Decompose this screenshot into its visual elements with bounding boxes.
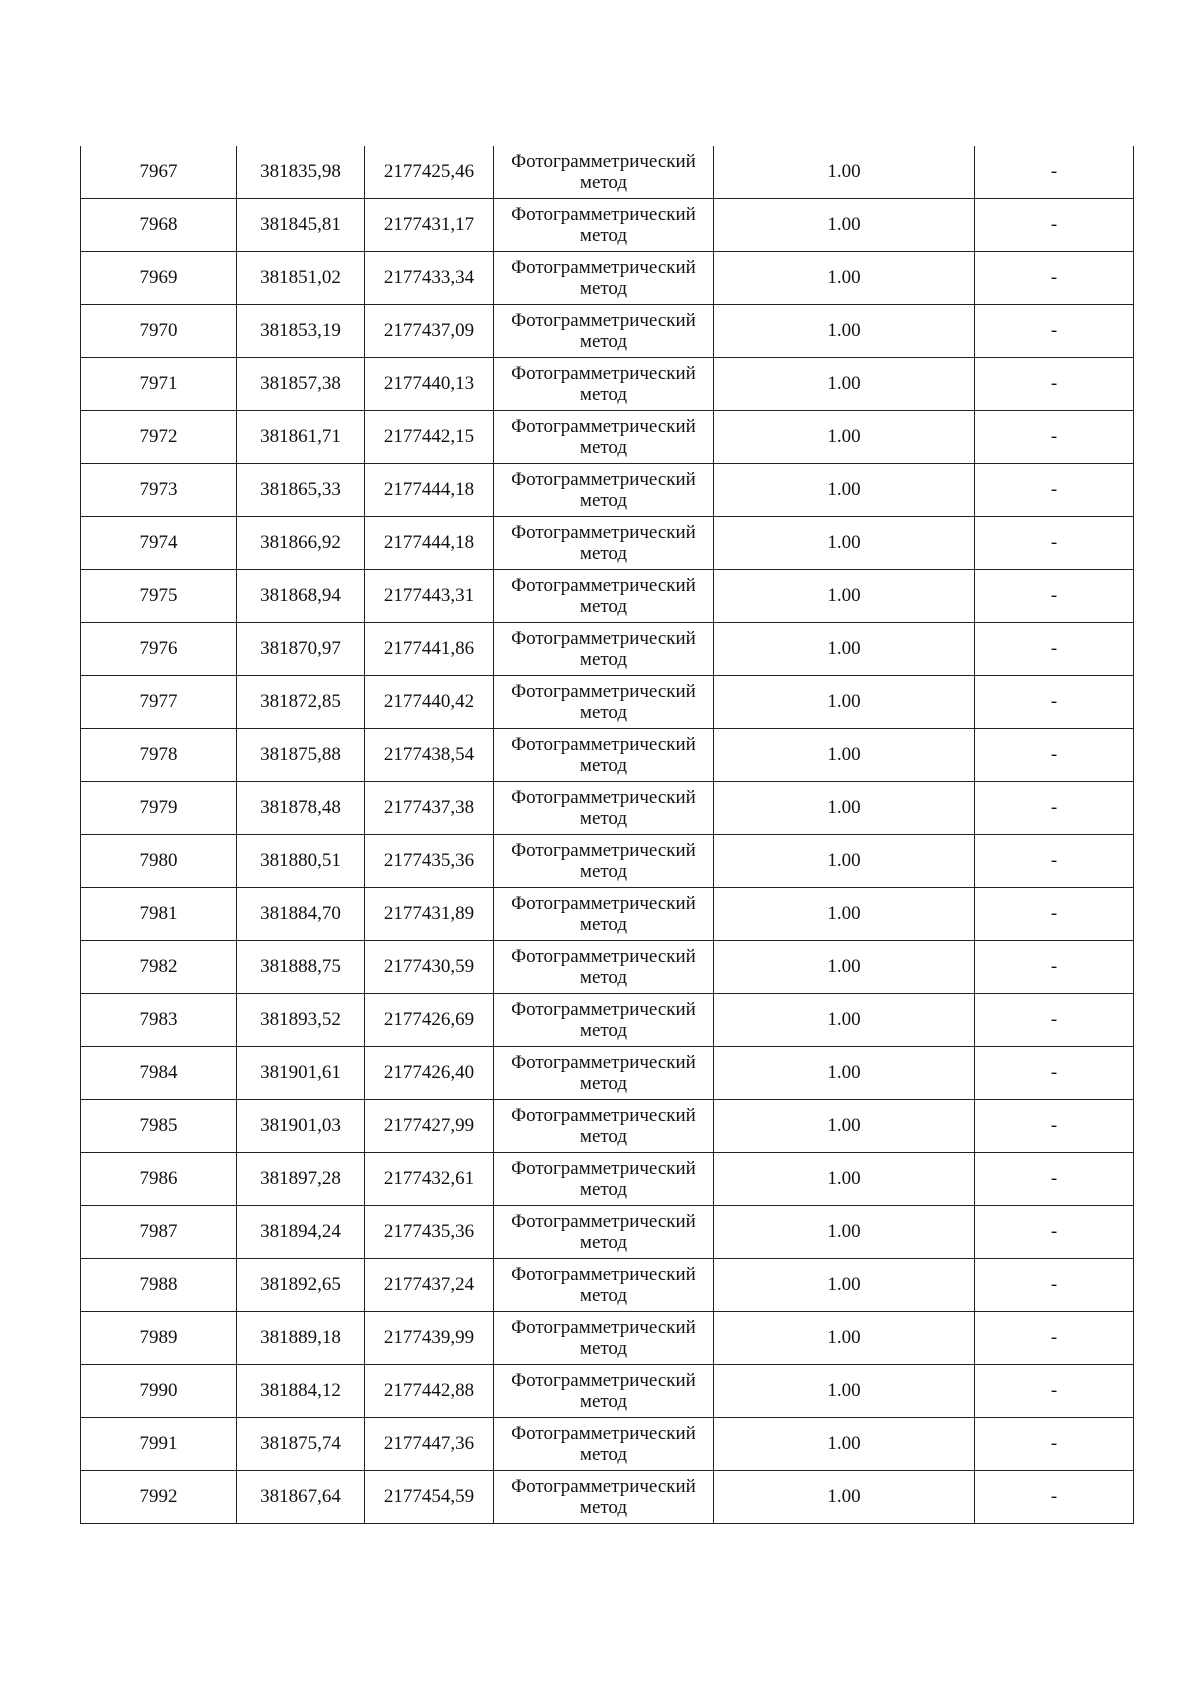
x-coordinate-cell: 381866,92 [237,517,365,570]
note-cell: - [975,1471,1134,1524]
x-coordinate-cell: 381853,19 [237,305,365,358]
method-line-2: метод [579,490,628,511]
point-number-cell: 7975 [81,570,237,623]
method-line-2: метод [579,1444,628,1465]
point-number-cell: 7983 [81,994,237,1047]
y-coordinate-cell: 2177426,40 [365,1047,494,1100]
method-cell [494,623,714,676]
y-coordinate-cell: 2177447,36 [365,1418,494,1471]
method-line-2: метод [579,225,628,246]
x-coordinate-cell: 381857,38 [237,358,365,411]
accuracy-cell: 1.00 [714,358,975,411]
note-cell: - [975,358,1134,411]
point-number-cell: 7987 [81,1206,237,1259]
x-coordinate-cell: 381861,71 [237,411,365,464]
accuracy-cell: 1.00 [714,1365,975,1418]
method-line-2: метод [579,278,628,299]
table-row [81,994,1134,1047]
point-number-cell: 7973 [81,464,237,517]
y-coordinate-cell: 2177431,17 [365,199,494,252]
method-cell [494,888,714,941]
point-number-cell: 7984 [81,1047,237,1100]
method-line-1: Фотограмметрический [511,257,696,278]
point-number-cell: 7990 [81,1365,237,1418]
accuracy-cell: 1.00 [714,464,975,517]
note-cell: - [975,729,1134,782]
accuracy-cell: 1.00 [714,570,975,623]
table-row [81,1153,1134,1206]
point-number-cell: 7979 [81,782,237,835]
accuracy-cell: 1.00 [714,729,975,782]
accuracy-cell: 1.00 [714,199,975,252]
accuracy-cell: 1.00 [714,252,975,305]
x-coordinate-cell: 381884,12 [237,1365,365,1418]
point-number-cell: 7988 [81,1259,237,1312]
method-line-1: Фотограмметрический [511,628,696,649]
accuracy-cell: 1.00 [714,1153,975,1206]
point-number-cell: 7982 [81,941,237,994]
method-cell [494,994,714,1047]
note-cell: - [975,252,1134,305]
y-coordinate-cell: 2177425,46 [365,146,494,199]
table-row [81,199,1134,252]
method-line-2: метод [579,596,628,617]
x-coordinate-cell: 381880,51 [237,835,365,888]
method-line-2: метод [579,1338,628,1359]
method-line-1: Фотограмметрический [511,363,696,384]
table-row [81,305,1134,358]
method-cell [494,676,714,729]
accuracy-cell: 1.00 [714,146,975,199]
x-coordinate-cell: 381901,61 [237,1047,365,1100]
method-cell [494,941,714,994]
method-line-2: метод [579,808,628,829]
x-coordinate-cell: 381835,98 [237,146,365,199]
point-number-cell: 7985 [81,1100,237,1153]
note-cell: - [975,623,1134,676]
table-row [81,729,1134,782]
table-row [81,888,1134,941]
y-coordinate-cell: 2177435,36 [365,1206,494,1259]
x-coordinate-cell: 381845,81 [237,199,365,252]
y-coordinate-cell: 2177454,59 [365,1471,494,1524]
table-row [81,782,1134,835]
y-coordinate-cell: 2177443,31 [365,570,494,623]
point-number-cell: 7992 [81,1471,237,1524]
method-cell [494,782,714,835]
y-coordinate-cell: 2177444,18 [365,517,494,570]
method-line-1: Фотограмметрический [511,1052,696,1073]
table-row [81,1418,1134,1471]
note-cell: - [975,941,1134,994]
table-row [81,1047,1134,1100]
point-number-cell: 7991 [81,1418,237,1471]
point-number-cell: 7971 [81,358,237,411]
table-row [81,676,1134,729]
method-cell [494,411,714,464]
method-line-1: Фотограмметрический [511,1370,696,1391]
note-cell: - [975,199,1134,252]
x-coordinate-cell: 381851,02 [237,252,365,305]
method-line-2: метод [579,384,628,405]
accuracy-cell: 1.00 [714,835,975,888]
x-coordinate-cell: 381875,88 [237,729,365,782]
point-number-cell: 7974 [81,517,237,570]
x-coordinate-cell: 381901,03 [237,1100,365,1153]
method-line-2: метод [579,1126,628,1147]
method-cell [494,729,714,782]
x-coordinate-cell: 381878,48 [237,782,365,835]
method-line-1: Фотограмметрический [511,946,696,967]
point-number-cell: 7967 [81,146,237,199]
y-coordinate-cell: 2177431,89 [365,888,494,941]
method-cell [494,517,714,570]
x-coordinate-cell: 381872,85 [237,676,365,729]
table-row [81,411,1134,464]
note-cell: - [975,1047,1134,1100]
x-coordinate-cell: 381875,74 [237,1418,365,1471]
y-coordinate-cell: 2177444,18 [365,464,494,517]
method-cell [494,1047,714,1100]
x-coordinate-cell: 381892,65 [237,1259,365,1312]
method-line-1: Фотограмметрический [511,1476,696,1497]
y-coordinate-cell: 2177426,69 [365,994,494,1047]
accuracy-cell: 1.00 [714,1312,975,1365]
y-coordinate-cell: 2177442,88 [365,1365,494,1418]
note-cell: - [975,1365,1134,1418]
table-row [81,1365,1134,1418]
method-cell [494,199,714,252]
note-cell: - [975,1259,1134,1312]
note-cell: - [975,782,1134,835]
table-row [81,1206,1134,1259]
table-row [81,517,1134,570]
note-cell: - [975,676,1134,729]
method-line-1: Фотограмметрический [511,734,696,755]
accuracy-cell: 1.00 [714,941,975,994]
accuracy-cell: 1.00 [714,676,975,729]
method-line-2: метод [579,331,628,352]
method-line-1: Фотограмметрический [511,840,696,861]
point-number-cell: 7977 [81,676,237,729]
method-line-1: Фотограмметрический [511,151,696,172]
y-coordinate-cell: 2177437,09 [365,305,494,358]
table-row [81,1259,1134,1312]
y-coordinate-cell: 2177432,61 [365,1153,494,1206]
note-cell: - [975,146,1134,199]
point-number-cell: 7970 [81,305,237,358]
method-cell [494,464,714,517]
note-cell: - [975,1312,1134,1365]
y-coordinate-cell: 2177439,99 [365,1312,494,1365]
accuracy-cell: 1.00 [714,305,975,358]
method-line-2: метод [579,172,628,193]
note-cell: - [975,835,1134,888]
method-line-2: метод [579,1232,628,1253]
method-cell [494,570,714,623]
y-coordinate-cell: 2177427,99 [365,1100,494,1153]
method-line-2: метод [579,1497,628,1518]
method-line-2: метод [579,967,628,988]
method-line-2: метод [579,914,628,935]
method-cell [494,1259,714,1312]
accuracy-cell: 1.00 [714,1418,975,1471]
method-cell [494,358,714,411]
method-line-2: метод [579,543,628,564]
y-coordinate-cell: 2177441,86 [365,623,494,676]
x-coordinate-cell: 381893,52 [237,994,365,1047]
method-line-1: Фотограмметрический [511,469,696,490]
method-cell [494,1365,714,1418]
method-cell [494,1153,714,1206]
point-number-cell: 7972 [81,411,237,464]
note-cell: - [975,305,1134,358]
table-row [81,1100,1134,1153]
method-line-1: Фотограмметрический [511,787,696,808]
x-coordinate-cell: 381870,97 [237,623,365,676]
method-cell [494,1312,714,1365]
coordinates-table [80,146,1134,1524]
accuracy-cell: 1.00 [714,1047,975,1100]
method-line-1: Фотограмметрический [511,681,696,702]
method-cell [494,835,714,888]
accuracy-cell: 1.00 [714,623,975,676]
y-coordinate-cell: 2177430,59 [365,941,494,994]
method-line-1: Фотограмметрический [511,1158,696,1179]
method-line-2: метод [579,1073,628,1094]
y-coordinate-cell: 2177440,13 [365,358,494,411]
table-row [81,835,1134,888]
y-coordinate-cell: 2177440,42 [365,676,494,729]
method-line-2: метод [579,861,628,882]
method-line-1: Фотограмметрический [511,1105,696,1126]
method-line-1: Фотограмметрический [511,575,696,596]
method-line-2: метод [579,437,628,458]
y-coordinate-cell: 2177437,38 [365,782,494,835]
method-line-2: метод [579,1391,628,1412]
table-row [81,464,1134,517]
note-cell: - [975,1206,1134,1259]
note-cell: - [975,1418,1134,1471]
y-coordinate-cell: 2177438,54 [365,729,494,782]
table-row [81,941,1134,994]
y-coordinate-cell: 2177442,15 [365,411,494,464]
method-line-1: Фотограмметрический [511,1211,696,1232]
method-line-1: Фотограмметрический [511,416,696,437]
note-cell: - [975,411,1134,464]
table-row [81,570,1134,623]
method-line-1: Фотограмметрический [511,310,696,331]
method-line-2: метод [579,649,628,670]
point-number-cell: 7986 [81,1153,237,1206]
x-coordinate-cell: 381888,75 [237,941,365,994]
method-cell [494,1471,714,1524]
point-number-cell: 7989 [81,1312,237,1365]
accuracy-cell: 1.00 [714,888,975,941]
accuracy-cell: 1.00 [714,1206,975,1259]
method-cell [494,146,714,199]
accuracy-cell: 1.00 [714,1100,975,1153]
x-coordinate-cell: 381865,33 [237,464,365,517]
table-row [81,1471,1134,1524]
x-coordinate-cell: 381867,64 [237,1471,365,1524]
table-row [81,1312,1134,1365]
y-coordinate-cell: 2177435,36 [365,835,494,888]
table-row [81,252,1134,305]
point-number-cell: 7981 [81,888,237,941]
x-coordinate-cell: 381884,70 [237,888,365,941]
x-coordinate-cell: 381889,18 [237,1312,365,1365]
method-cell [494,1100,714,1153]
method-line-1: Фотограмметрический [511,1264,696,1285]
method-line-1: Фотограмметрический [511,1317,696,1338]
x-coordinate-cell: 381868,94 [237,570,365,623]
point-number-cell: 7976 [81,623,237,676]
table-row [81,146,1134,199]
coordinates-table-body [81,146,1134,1524]
table-row [81,623,1134,676]
method-cell [494,305,714,358]
table-row [81,358,1134,411]
note-cell: - [975,1100,1134,1153]
note-cell: - [975,888,1134,941]
method-line-2: метод [579,755,628,776]
x-coordinate-cell: 381894,24 [237,1206,365,1259]
accuracy-cell: 1.00 [714,1259,975,1312]
note-cell: - [975,1153,1134,1206]
point-number-cell: 7980 [81,835,237,888]
point-number-cell: 7968 [81,199,237,252]
point-number-cell: 7969 [81,252,237,305]
note-cell: - [975,464,1134,517]
accuracy-cell: 1.00 [714,411,975,464]
method-line-1: Фотограмметрический [511,893,696,914]
note-cell: - [975,994,1134,1047]
y-coordinate-cell: 2177437,24 [365,1259,494,1312]
method-line-2: метод [579,1020,628,1041]
method-cell [494,252,714,305]
accuracy-cell: 1.00 [714,994,975,1047]
accuracy-cell: 1.00 [714,517,975,570]
method-line-1: Фотограмметрический [511,999,696,1020]
x-coordinate-cell: 381897,28 [237,1153,365,1206]
method-line-2: метод [579,702,628,723]
accuracy-cell: 1.00 [714,782,975,835]
note-cell: - [975,570,1134,623]
method-line-2: метод [579,1285,628,1306]
point-number-cell: 7978 [81,729,237,782]
y-coordinate-cell: 2177433,34 [365,252,494,305]
method-cell [494,1206,714,1259]
note-cell: - [975,517,1134,570]
method-cell [494,1418,714,1471]
method-line-2: метод [579,1179,628,1200]
method-line-1: Фотограмметрический [511,522,696,543]
method-line-1: Фотограмметрический [511,1423,696,1444]
method-line-1: Фотограмметрический [511,204,696,225]
accuracy-cell: 1.00 [714,1471,975,1524]
